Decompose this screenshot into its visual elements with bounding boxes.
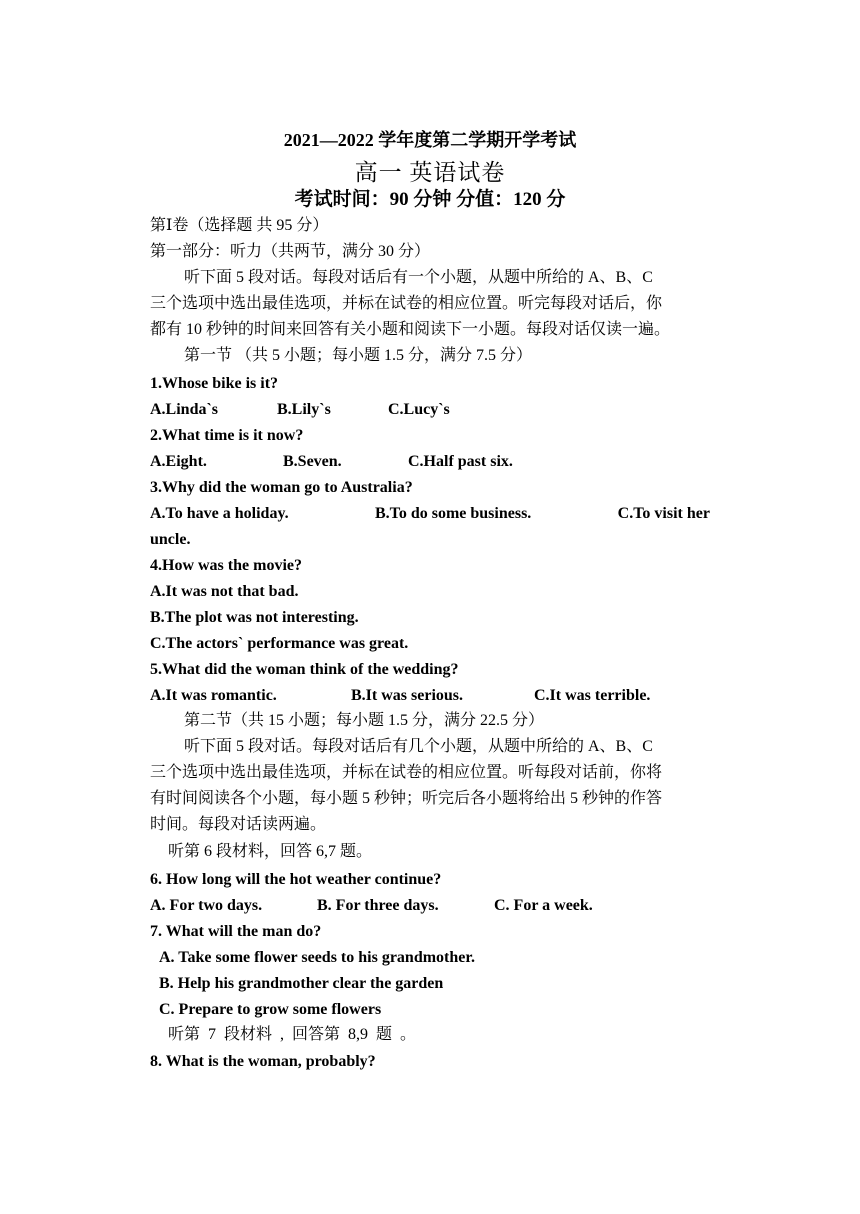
exam-info: 考试时间：90 分钟 分值：120 分 [294,189,566,210]
q3-option-c: C.To visit her [617,505,710,522]
part1-instruction-line2: 三个选项中选出最佳选项，并标在试卷的相应位置。听完每段对话后，你 [150,295,663,312]
q4-option-c: C.The actors` performance was great. [150,635,409,652]
material-6-note: 听第 6 段材料，回答 6,7 题。 [168,843,373,860]
q3-options-row [150,504,710,524]
q4-option-b: B.The plot was not interesting. [150,609,359,626]
q7-option-a: A. Take some flower seeds to his grandmother. [159,949,476,966]
material-7-note: 听第 7 段材料 , 回答第 8,9 题 。 [168,1026,417,1043]
section1-heading: 第一节 （共 5 小题；每小题 1.5 分，满分 7.5 分） [184,347,533,364]
question-4: 4.How was the movie? [150,557,302,574]
q2-option-c: C.Half past six. [408,453,513,470]
part1-instruction-line3: 都有 10 秒钟的时间来回答有关小题和阅读下一小题。每段对话仅读一遍。 [150,321,671,338]
q7-option-c: C. Prepare to grow some flowers [159,1001,382,1018]
q6-option-c: C. For a week. [494,897,593,914]
question-6: 6. How long will the hot weather continue? [150,871,442,888]
part1-instruction-line1: 听下面 5 段对话。每段对话后有一个小题，从题中所给的 A、B、C [184,269,653,286]
part2-instruction-line2: 三个选项中选出最佳选项，并标在试卷的相应位置。听每段对话前，你将 [150,764,663,781]
question-5: 5.What did the woman think of the wedding? [150,661,459,678]
q3-option-c-wrap: uncle. [150,531,191,548]
part2-instruction-line1: 听下面 5 段对话。每段对话后有几个小题，从题中所给的 A、B、C [184,738,653,755]
question-2: 2.What time is it now? [150,427,304,444]
q3-option-b: B.To do some business. [374,505,532,522]
q6-option-a: A. For two days. [150,897,263,914]
question-8: 8. What is the woman, probably? [150,1053,376,1070]
q1-option-c: C.Lucy`s [388,401,450,418]
q6-option-b: B. For three days. [317,897,439,914]
question-3: 3.Why did the woman go to Australia? [150,479,413,496]
part2-instruction-line4: 时间。每段对话读两遍。 [150,816,327,833]
volume-heading: 第Ⅰ卷（选择题 共 95 分） [150,217,329,234]
q5-option-b: B.It was serious. [351,687,464,704]
exam-title: 2021—2022 学年度第二学期开学考试 [283,130,577,150]
q5-option-a: A.It was romantic. [150,687,277,704]
q3-option-a: A.To have a holiday. [150,505,289,522]
q2-option-b: B.Seven. [283,453,342,470]
q1-option-a: A.Linda`s [150,401,219,418]
section2-heading: 第二节（共 15 小题；每小题 1.5 分，满分 22.5 分） [184,712,545,729]
part2-instruction-line3: 有时间阅读各个小题，每小题 5 秒钟；听完后各小题将给出 5 秒钟的作答 [150,790,663,807]
q4-option-a: A.It was not that bad. [150,583,299,600]
q1-option-b: B.Lily`s [277,401,331,418]
question-7: 7. What will the man do? [150,923,322,940]
q5-option-c: C.It was terrible. [534,687,651,704]
part1-heading: 第一部分：听力（共两节，满分 30 分） [150,243,431,260]
question-1: 1.Whose bike is it? [150,375,279,392]
q7-option-b: B. Help his grandmother clear the garden [159,975,444,992]
exam-subtitle: 高一 英语试卷 [354,160,506,185]
q2-option-a: A.Eight. [150,453,207,470]
